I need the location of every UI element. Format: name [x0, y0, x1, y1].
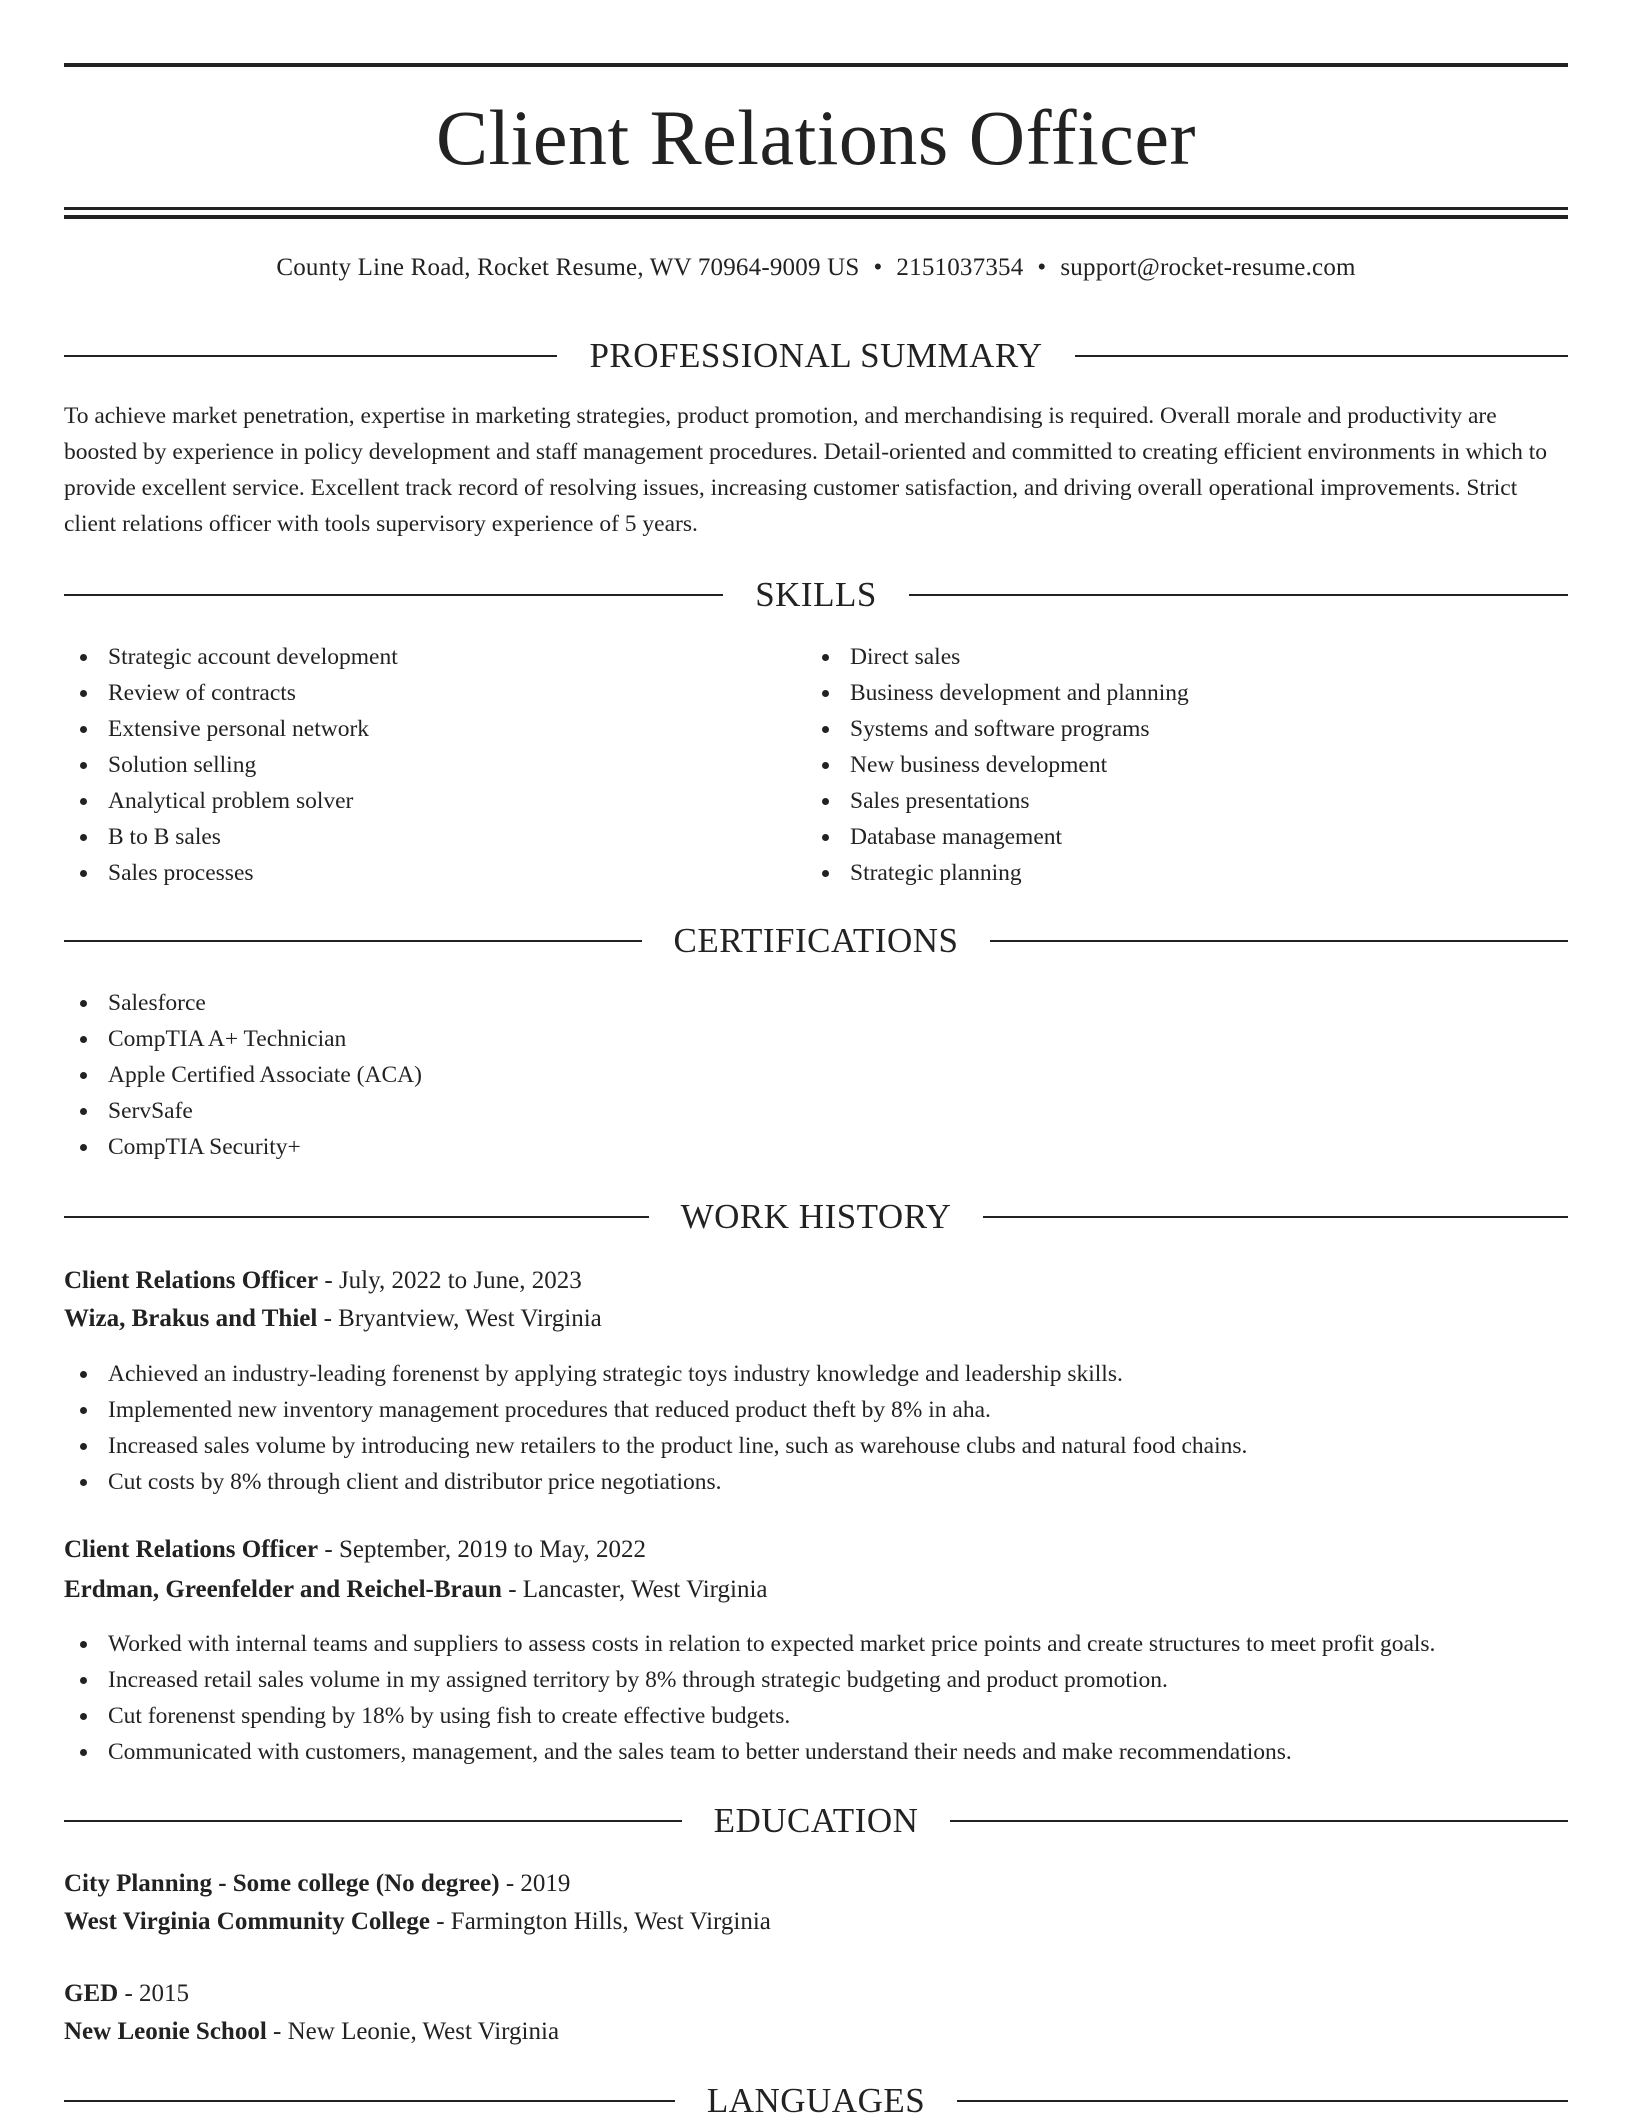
- section-title: EDUCATION: [713, 1801, 919, 1840]
- heading-rule: [64, 940, 642, 942]
- heading-rule: [64, 355, 557, 357]
- education-year: 2015: [139, 1980, 190, 2007]
- header-top-rule: [64, 63, 1568, 67]
- heading-rule: [990, 940, 1568, 942]
- certification-item: CompTIA Security+: [64, 1129, 422, 1165]
- education-year: 2019: [520, 1870, 571, 1897]
- skill-item: Strategic planning: [806, 855, 1189, 891]
- job-company-line: [64, 1573, 768, 1607]
- heading-rule: [957, 2100, 1568, 2102]
- job-bullets: [64, 1626, 1435, 1770]
- header-bottom-rule: [64, 207, 1568, 210]
- job-location: Lancaster, West Virginia: [522, 1576, 768, 1603]
- job-company-line: [64, 1302, 602, 1336]
- skill-item: New business development: [806, 747, 1189, 783]
- skill-item: Business development and planning: [806, 675, 1189, 711]
- contact-address: County Line Road, Rocket Resume, WV 70964-9009 US: [276, 254, 860, 281]
- skill-item: Systems and software programs: [806, 711, 1189, 747]
- job-bullet: Implemented new inventory management procedures that reduced product theft by 8% in aha.: [64, 1392, 1247, 1428]
- job-title-line: [64, 1264, 582, 1298]
- education-degree-line: [64, 1977, 189, 2011]
- section-title: CERTIFICATIONS: [673, 921, 959, 960]
- certification-item: ServSafe: [64, 1093, 422, 1129]
- dash: -: [266, 2018, 288, 2045]
- job-title: Client Relations Officer: [64, 1267, 319, 1294]
- job-bullet: Achieved an industry-leading forenenst by applying strategic toys industry knowledge and leadership skills.: [64, 1356, 1247, 1392]
- education-school: New Leonie School: [64, 2018, 267, 2045]
- certification-item: CompTIA A+ Technician: [64, 1021, 422, 1057]
- job-dates: September, 2019 to May, 2022: [338, 1536, 646, 1563]
- contact-separator: •: [873, 254, 883, 281]
- education-school-line: [64, 2015, 559, 2049]
- skill-item: B to B sales: [64, 819, 398, 855]
- skills-list-left: [64, 639, 398, 891]
- heading-rule: [64, 1820, 682, 1822]
- skill-item: Direct sales: [806, 639, 1189, 675]
- dash: -: [499, 1870, 521, 1897]
- job-bullets: [64, 1356, 1247, 1500]
- skill-item: Review of contracts: [64, 675, 398, 711]
- job-company: Erdman, Greenfelder and Reichel-Braun: [64, 1576, 502, 1603]
- section-heading-work-history: [64, 1195, 1568, 1239]
- heading-rule: [1075, 355, 1568, 357]
- job-title-line: [64, 1533, 646, 1567]
- skill-item: Strategic account development: [64, 639, 398, 675]
- section-heading-education: [64, 1799, 1568, 1843]
- contact-separator: •: [1037, 254, 1047, 281]
- dash: -: [317, 1305, 339, 1332]
- job-location: Bryantview, West Virginia: [338, 1305, 602, 1332]
- education-school: West Virginia Community College: [64, 1908, 430, 1935]
- job-bullet: Worked with internal teams and suppliers to assess costs in relation to expected market price points and create structures to meet profit goals.: [64, 1626, 1435, 1662]
- section-title: LANGUAGES: [706, 2081, 926, 2120]
- certification-item: Salesforce: [64, 985, 422, 1021]
- dash: -: [318, 1267, 339, 1294]
- education-school-line: [64, 1905, 771, 1939]
- skill-item: Sales presentations: [806, 783, 1189, 819]
- dash: -: [501, 1576, 523, 1603]
- job-bullet: Cut costs by 8% through client and distributor price negotiations.: [64, 1464, 1247, 1500]
- contact-email: support@rocket-resume.com: [1060, 254, 1356, 281]
- education-location: Farmington Hills, West Virginia: [450, 1908, 771, 1935]
- heading-rule: [64, 2100, 675, 2102]
- section-title: WORK HISTORY: [680, 1197, 952, 1236]
- skills-list-right: [806, 639, 1189, 891]
- certifications-list: [64, 985, 422, 1165]
- contact-phone: 2151037354: [896, 254, 1024, 281]
- skill-item: Extensive personal network: [64, 711, 398, 747]
- summary-text: To achieve market penetration, expertise in marketing strategies, product promotion, and merchandising is required. Overall morale and productivity are boosted by experience in policy development and staff management procedures. Detail-oriented and committed to creating efficient environments in which to provide excellent service. Excellent track record of resolving issues, increasing customer satisfaction, and driving overall operational improvements. Strict client relations officer with tools supervisory experience of 5 years.: [64, 403, 1548, 537]
- skill-item: Sales processes: [64, 855, 398, 891]
- job-bullet: Communicated with customers, management, and the sales team to better understand their needs and make recommendations.: [64, 1734, 1435, 1770]
- education-degree: City Planning - Some college (No degree): [64, 1870, 500, 1897]
- dash: -: [429, 1908, 451, 1935]
- heading-rule: [64, 594, 723, 596]
- certification-item: Apple Certified Associate (ACA): [64, 1057, 422, 1093]
- section-heading-summary: [64, 334, 1568, 378]
- heading-rule: [983, 1216, 1568, 1218]
- header-bottom-rule-2: [64, 215, 1568, 219]
- job-bullet: Increased sales volume by introducing new retailers to the product line, such as warehouse clubs and natural food chains.: [64, 1428, 1247, 1464]
- skill-item: Analytical problem solver: [64, 783, 398, 819]
- job-bullet: Increased retail sales volume in my assigned territory by 8% through strategic budgeting and product promotion.: [64, 1662, 1435, 1698]
- education-degree-line: [64, 1867, 570, 1901]
- skill-item: Database management: [806, 819, 1189, 855]
- education-degree: GED: [64, 1980, 119, 2007]
- job-dates: July, 2022 to June, 2023: [338, 1267, 582, 1294]
- section-heading-certifications: [64, 919, 1568, 963]
- dash: -: [118, 1980, 140, 2007]
- contact-line: [64, 252, 1568, 284]
- job-company: Wiza, Brakus and Thiel: [64, 1305, 318, 1332]
- section-heading-languages: [64, 2079, 1568, 2123]
- education-location: New Leonie, West Virginia: [287, 2018, 560, 2045]
- section-title: PROFESSIONAL SUMMARY: [589, 336, 1043, 375]
- skill-item: Solution selling: [64, 747, 398, 783]
- job-title: Client Relations Officer: [64, 1536, 319, 1563]
- job-bullet: Cut forenenst spending by 18% by using fish to create effective budgets.: [64, 1698, 1435, 1734]
- resume-title: Client Relations Officer: [435, 94, 1197, 181]
- dash: -: [318, 1536, 339, 1563]
- heading-rule: [64, 1216, 649, 1218]
- section-heading-skills: [64, 573, 1568, 617]
- heading-rule: [950, 1820, 1568, 1822]
- heading-rule: [909, 594, 1568, 596]
- section-title: SKILLS: [755, 575, 877, 614]
